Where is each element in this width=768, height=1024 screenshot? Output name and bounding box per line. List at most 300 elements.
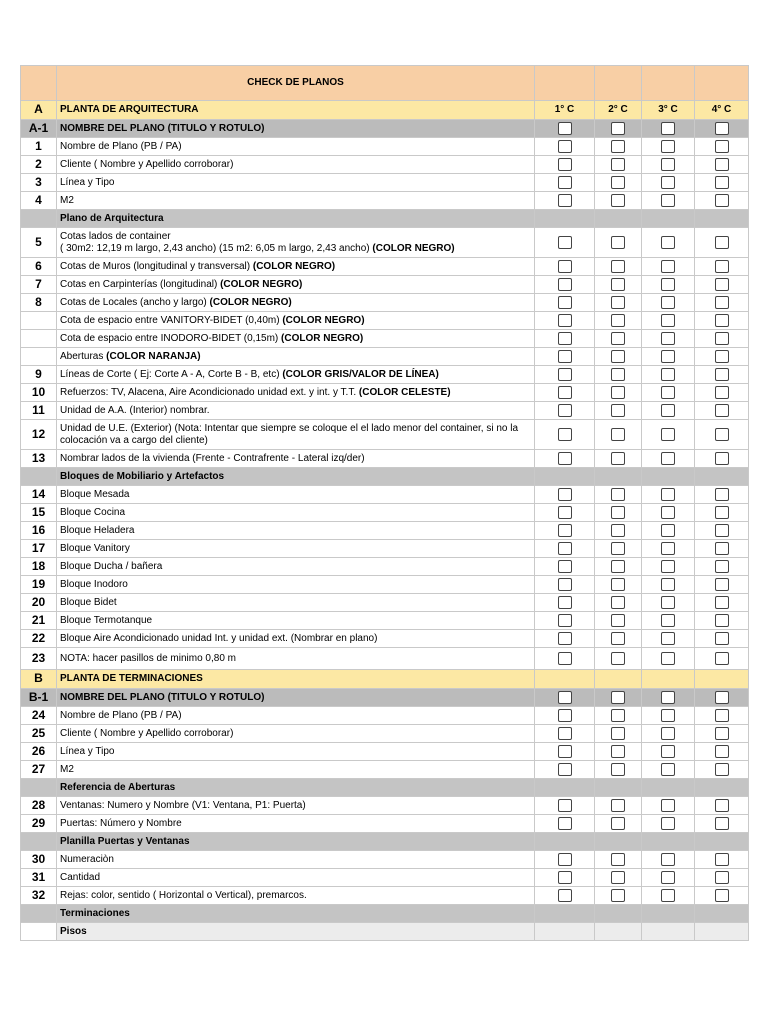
checkbox-cell bbox=[535, 276, 595, 294]
row-label bbox=[57, 540, 535, 558]
checkbox[interactable] bbox=[611, 506, 625, 519]
empty-cell bbox=[642, 923, 695, 941]
checkbox[interactable] bbox=[558, 871, 572, 884]
header-empty-cell bbox=[595, 66, 642, 101]
checkbox-cell bbox=[535, 348, 595, 366]
checkbox[interactable] bbox=[661, 506, 675, 519]
header-empty-cell bbox=[535, 66, 595, 101]
checkbox[interactable] bbox=[715, 260, 729, 273]
checkbox[interactable] bbox=[611, 632, 625, 645]
checkbox[interactable] bbox=[715, 278, 729, 291]
checkbox[interactable] bbox=[558, 260, 572, 273]
row-label-text: Unidad de A.A. (Interior) nombrar. bbox=[60, 404, 210, 416]
row-label bbox=[57, 743, 535, 761]
checkbox[interactable] bbox=[715, 404, 729, 417]
row-number-text: 5 bbox=[35, 234, 42, 249]
checkbox[interactable] bbox=[661, 386, 675, 399]
checkbox[interactable] bbox=[558, 488, 572, 501]
checkbox[interactable] bbox=[558, 176, 572, 189]
checkbox-cell bbox=[695, 707, 749, 725]
row-number bbox=[21, 450, 57, 468]
checkbox[interactable] bbox=[715, 314, 729, 327]
row-number bbox=[21, 366, 57, 384]
checkbox[interactable] bbox=[558, 386, 572, 399]
checkbox[interactable] bbox=[715, 350, 729, 363]
checkbox[interactable] bbox=[715, 122, 729, 135]
table-row bbox=[21, 294, 749, 312]
checkbox[interactable] bbox=[715, 296, 729, 309]
empty-cell bbox=[642, 905, 695, 923]
checkbox[interactable] bbox=[611, 122, 625, 135]
row-label-text: PLANTA DE TERMINACIONES bbox=[60, 673, 203, 685]
checkbox[interactable] bbox=[661, 350, 675, 363]
checkbox[interactable] bbox=[661, 560, 675, 573]
checkbox-cell bbox=[642, 707, 695, 725]
checkbox-cell bbox=[642, 384, 695, 402]
checkbox[interactable] bbox=[558, 452, 572, 465]
table-row bbox=[21, 522, 749, 540]
checkbox-cell bbox=[595, 743, 642, 761]
column-header bbox=[535, 101, 595, 120]
checkbox[interactable] bbox=[558, 817, 572, 830]
checkbox[interactable] bbox=[661, 763, 675, 776]
checkbox[interactable] bbox=[611, 236, 625, 249]
row-number bbox=[21, 120, 57, 138]
checkbox[interactable] bbox=[611, 158, 625, 171]
row-number-text: 9 bbox=[35, 366, 42, 381]
row-label-text: Línea y Tipo bbox=[60, 745, 115, 757]
row-number-text: 3 bbox=[35, 174, 42, 189]
checkbox-cell bbox=[595, 294, 642, 312]
checkbox[interactable] bbox=[715, 194, 729, 207]
checkbox-cell bbox=[535, 312, 595, 330]
row-label-text: Cotas de Muros (longitudinal y transversal) bbox=[60, 260, 251, 272]
table-row bbox=[21, 402, 749, 420]
checkbox[interactable] bbox=[661, 158, 675, 171]
checkbox[interactable] bbox=[661, 614, 675, 627]
checkbox-cell bbox=[695, 576, 749, 594]
checkbox[interactable] bbox=[661, 428, 675, 441]
table-row bbox=[21, 348, 749, 366]
checkbox[interactable] bbox=[611, 817, 625, 830]
checkbox[interactable] bbox=[661, 691, 675, 704]
checkbox[interactable] bbox=[661, 368, 675, 381]
checkbox[interactable] bbox=[661, 817, 675, 830]
checkbox[interactable] bbox=[715, 691, 729, 704]
checkbox-cell bbox=[595, 276, 642, 294]
checkbox[interactable] bbox=[558, 506, 572, 519]
checkbox[interactable] bbox=[558, 368, 572, 381]
checkbox[interactable] bbox=[611, 853, 625, 866]
table-row bbox=[21, 330, 749, 348]
checkbox[interactable] bbox=[611, 140, 625, 153]
row-number bbox=[21, 276, 57, 294]
table-row bbox=[21, 612, 749, 630]
checkbox[interactable] bbox=[558, 278, 572, 291]
checkbox-cell bbox=[535, 815, 595, 833]
checkbox[interactable] bbox=[611, 296, 625, 309]
checkbox[interactable] bbox=[661, 236, 675, 249]
row-number-text: 11 bbox=[32, 402, 45, 417]
row-number-text: 23 bbox=[31, 650, 46, 665]
checkbox-cell bbox=[595, 366, 642, 384]
row-label bbox=[57, 312, 535, 330]
checkbox[interactable] bbox=[661, 296, 675, 309]
row-label-text: NOMBRE DEL PLANO (TITULO Y ROTULO) bbox=[60, 122, 265, 134]
checkbox[interactable] bbox=[715, 889, 729, 902]
checkbox-cell bbox=[642, 630, 695, 648]
checkbox-cell bbox=[695, 192, 749, 210]
empty-cell bbox=[642, 779, 695, 797]
checkbox[interactable] bbox=[661, 578, 675, 591]
checkbox[interactable] bbox=[558, 799, 572, 812]
checkbox-cell bbox=[595, 761, 642, 779]
checkbox[interactable] bbox=[558, 853, 572, 866]
checkbox[interactable] bbox=[715, 452, 729, 465]
checkbox[interactable] bbox=[558, 314, 572, 327]
page-title bbox=[57, 66, 535, 101]
row-number bbox=[21, 294, 57, 312]
checkbox-cell bbox=[695, 402, 749, 420]
checkbox-cell bbox=[595, 797, 642, 815]
checkbox[interactable] bbox=[611, 578, 625, 591]
empty-cell bbox=[595, 210, 642, 228]
table-row bbox=[21, 869, 749, 887]
row-number-text: B bbox=[34, 671, 43, 686]
row-number-text: 18 bbox=[31, 558, 46, 573]
checkbox-cell bbox=[642, 312, 695, 330]
checkbox[interactable] bbox=[661, 745, 675, 758]
empty-cell bbox=[642, 468, 695, 486]
row-label bbox=[57, 156, 535, 174]
checkbox-cell bbox=[642, 450, 695, 468]
checkbox[interactable] bbox=[661, 488, 675, 501]
row-label-text: Nombrar lados de la vivienda (Frente - Contrafrente - Lateral izq/der) bbox=[60, 452, 365, 464]
checkbox[interactable] bbox=[611, 194, 625, 207]
checkbox-cell bbox=[695, 156, 749, 174]
checkbox[interactable] bbox=[558, 542, 572, 555]
checkbox[interactable] bbox=[558, 596, 572, 609]
checkbox[interactable] bbox=[661, 871, 675, 884]
sub-row bbox=[21, 689, 749, 707]
checkbox[interactable] bbox=[661, 632, 675, 645]
checkbox[interactable] bbox=[715, 727, 729, 740]
row-number-text: 29 bbox=[31, 815, 46, 830]
checkbox-cell bbox=[595, 815, 642, 833]
checkbox[interactable] bbox=[715, 614, 729, 627]
checkbox[interactable] bbox=[715, 332, 729, 345]
checkbox[interactable] bbox=[558, 428, 572, 441]
checkbox[interactable] bbox=[661, 314, 675, 327]
checkbox-cell bbox=[535, 294, 595, 312]
row-label bbox=[57, 851, 535, 869]
row-label bbox=[57, 594, 535, 612]
row-number-text: 1 bbox=[35, 138, 42, 153]
checkbox-cell bbox=[595, 594, 642, 612]
checkbox-cell bbox=[642, 689, 695, 707]
row-number-text: 15 bbox=[31, 504, 46, 519]
checkbox-cell bbox=[642, 594, 695, 612]
row-label bbox=[57, 276, 535, 294]
row-number bbox=[21, 923, 57, 941]
row-label bbox=[57, 725, 535, 743]
table-row bbox=[21, 228, 749, 258]
checkbox-cell bbox=[595, 522, 642, 540]
row-number-text: 7 bbox=[35, 276, 42, 291]
checkbox-cell bbox=[642, 504, 695, 522]
checkbox[interactable] bbox=[611, 691, 625, 704]
checkbox-cell bbox=[695, 612, 749, 630]
row-number bbox=[21, 420, 57, 450]
row-number-text: 26 bbox=[31, 743, 46, 758]
checkbox[interactable] bbox=[611, 488, 625, 501]
row-label-text: Puertas: Número y Nombre bbox=[60, 817, 182, 829]
checkbox[interactable] bbox=[558, 709, 572, 722]
checkbox[interactable] bbox=[661, 596, 675, 609]
group-row bbox=[21, 833, 749, 851]
checkbox[interactable] bbox=[715, 596, 729, 609]
checkbox[interactable] bbox=[611, 404, 625, 417]
row-label bbox=[57, 330, 535, 348]
checkbox-cell bbox=[595, 330, 642, 348]
checkbox[interactable] bbox=[715, 368, 729, 381]
checkbox[interactable] bbox=[715, 176, 729, 189]
checkbox-cell bbox=[695, 138, 749, 156]
checkbox[interactable] bbox=[558, 727, 572, 740]
page-title-text: CHECK DE PLANOS bbox=[247, 77, 344, 89]
checkbox[interactable] bbox=[611, 763, 625, 776]
checkbox[interactable] bbox=[715, 488, 729, 501]
checkbox-cell bbox=[695, 743, 749, 761]
row-number bbox=[21, 815, 57, 833]
checkbox[interactable] bbox=[558, 691, 572, 704]
row-label-text: Cotas lados de container bbox=[60, 231, 171, 242]
checkbox[interactable] bbox=[661, 176, 675, 189]
checkbox[interactable] bbox=[558, 632, 572, 645]
checkbox[interactable] bbox=[558, 560, 572, 573]
checkbox[interactable] bbox=[715, 799, 729, 812]
row-number-text: 8 bbox=[35, 294, 42, 309]
checkbox[interactable] bbox=[558, 296, 572, 309]
checkbox[interactable] bbox=[611, 332, 625, 345]
checkbox[interactable] bbox=[611, 386, 625, 399]
checkbox[interactable] bbox=[611, 368, 625, 381]
checkbox[interactable] bbox=[715, 428, 729, 441]
empty-cell bbox=[535, 468, 595, 486]
table-row bbox=[21, 504, 749, 522]
checkbox-cell bbox=[642, 330, 695, 348]
checkbox[interactable] bbox=[661, 524, 675, 537]
checkbox[interactable] bbox=[715, 632, 729, 645]
checkbox-cell bbox=[695, 594, 749, 612]
row-label-emphasis: (COLOR NEGRO) bbox=[250, 260, 336, 272]
checkbox[interactable] bbox=[611, 314, 625, 327]
checkbox-cell bbox=[695, 648, 749, 670]
checkbox-cell bbox=[642, 156, 695, 174]
checkbox[interactable] bbox=[611, 278, 625, 291]
checkbox[interactable] bbox=[611, 452, 625, 465]
checkbox[interactable] bbox=[661, 452, 675, 465]
table-row bbox=[21, 594, 749, 612]
row-label bbox=[57, 576, 535, 594]
checkbox[interactable] bbox=[715, 652, 729, 665]
column-header bbox=[642, 101, 695, 120]
group-row bbox=[21, 779, 749, 797]
row-number bbox=[21, 156, 57, 174]
table-row bbox=[21, 815, 749, 833]
checkbox[interactable] bbox=[715, 524, 729, 537]
checkbox[interactable] bbox=[611, 524, 625, 537]
checkbox[interactable] bbox=[611, 745, 625, 758]
checkbox-cell bbox=[695, 761, 749, 779]
checkbox[interactable] bbox=[611, 428, 625, 441]
row-label-text: Cota de espacio entre INODORO-BIDET (0,15m) bbox=[60, 332, 279, 344]
empty-cell bbox=[642, 833, 695, 851]
checkbox[interactable] bbox=[611, 871, 625, 884]
checkbox[interactable] bbox=[611, 799, 625, 812]
row-number bbox=[21, 648, 57, 670]
checkbox[interactable] bbox=[611, 260, 625, 273]
checkbox-cell bbox=[535, 156, 595, 174]
checkbox-cell bbox=[695, 366, 749, 384]
checkbox[interactable] bbox=[558, 614, 572, 627]
row-number bbox=[21, 348, 57, 366]
checkbox[interactable] bbox=[558, 763, 572, 776]
checkbox[interactable] bbox=[661, 853, 675, 866]
checkbox-cell bbox=[642, 540, 695, 558]
checkbox-cell bbox=[695, 450, 749, 468]
row-label-emphasis: (COLOR NARANJA) bbox=[103, 350, 201, 362]
checkbox-cell bbox=[642, 725, 695, 743]
checkbox-cell bbox=[642, 402, 695, 420]
checkbox-cell bbox=[595, 630, 642, 648]
row-label-text: Bloque Termotanque bbox=[60, 614, 153, 626]
checkbox-cell bbox=[695, 504, 749, 522]
row-label-text: Líneas de Corte ( Ej: Corte A - A, Corte B - B, etc) bbox=[60, 368, 280, 380]
table-row bbox=[21, 312, 749, 330]
checkbox-cell bbox=[595, 540, 642, 558]
checkbox[interactable] bbox=[611, 560, 625, 573]
checkbox[interactable] bbox=[715, 140, 729, 153]
checkbox[interactable] bbox=[611, 614, 625, 627]
checkbox-cell bbox=[535, 689, 595, 707]
checkbox[interactable] bbox=[715, 709, 729, 722]
checkbox[interactable] bbox=[611, 542, 625, 555]
row-label bbox=[57, 648, 535, 670]
row-number-text: 20 bbox=[31, 594, 46, 609]
checkbox[interactable] bbox=[715, 542, 729, 555]
checkbox[interactable] bbox=[661, 799, 675, 812]
row-label bbox=[57, 174, 535, 192]
empty-cell bbox=[535, 670, 595, 689]
row-number bbox=[21, 761, 57, 779]
checkbox[interactable] bbox=[558, 404, 572, 417]
checkbox[interactable] bbox=[715, 578, 729, 591]
row-number-text: 13 bbox=[31, 450, 46, 465]
checkbox[interactable] bbox=[611, 652, 625, 665]
checkbox[interactable] bbox=[661, 194, 675, 207]
checkbox[interactable] bbox=[611, 889, 625, 902]
checkbox[interactable] bbox=[661, 709, 675, 722]
checkbox[interactable] bbox=[661, 122, 675, 135]
checkbox-cell bbox=[595, 648, 642, 670]
checkbox[interactable] bbox=[558, 350, 572, 363]
checkbox[interactable] bbox=[611, 350, 625, 363]
checkbox[interactable] bbox=[611, 727, 625, 740]
checkbox[interactable] bbox=[558, 524, 572, 537]
checkbox[interactable] bbox=[558, 652, 572, 665]
checkbox[interactable] bbox=[661, 140, 675, 153]
checkbox[interactable] bbox=[715, 853, 729, 866]
checkbox[interactable] bbox=[558, 122, 572, 135]
row-label-text: Terminaciones bbox=[60, 907, 130, 919]
checkbox[interactable] bbox=[661, 889, 675, 902]
checkbox[interactable] bbox=[558, 236, 572, 249]
checkbox-cell bbox=[642, 348, 695, 366]
checkbox-cell bbox=[642, 258, 695, 276]
checkbox[interactable] bbox=[715, 817, 729, 830]
checkbox-cell bbox=[535, 420, 595, 450]
checkbox[interactable] bbox=[661, 727, 675, 740]
checkbox-cell bbox=[642, 869, 695, 887]
checkbox[interactable] bbox=[558, 158, 572, 171]
checkbox[interactable] bbox=[558, 194, 572, 207]
empty-cell bbox=[695, 670, 749, 689]
checkbox-cell bbox=[695, 420, 749, 450]
checkbox[interactable] bbox=[661, 332, 675, 345]
checkbox-cell bbox=[642, 276, 695, 294]
row-number-text: 2 bbox=[35, 156, 42, 171]
checkbox[interactable] bbox=[715, 763, 729, 776]
checkbox[interactable] bbox=[715, 236, 729, 249]
checkbox[interactable] bbox=[715, 871, 729, 884]
checkbox-cell bbox=[535, 612, 595, 630]
checkbox[interactable] bbox=[661, 542, 675, 555]
empty-cell bbox=[642, 670, 695, 689]
checkbox-cell bbox=[595, 420, 642, 450]
checkbox-cell bbox=[642, 612, 695, 630]
checkbox-cell bbox=[642, 522, 695, 540]
checkbox[interactable] bbox=[558, 745, 572, 758]
row-number bbox=[21, 576, 57, 594]
row-label-text: Bloque Bidet bbox=[60, 596, 117, 608]
checkbox[interactable] bbox=[661, 278, 675, 291]
checkbox[interactable] bbox=[661, 260, 675, 273]
checkbox[interactable] bbox=[558, 578, 572, 591]
checkbox[interactable] bbox=[611, 596, 625, 609]
checkbox[interactable] bbox=[715, 506, 729, 519]
checkbox[interactable] bbox=[715, 386, 729, 399]
table-row bbox=[21, 420, 749, 450]
checkbox-cell bbox=[595, 192, 642, 210]
checkbox[interactable] bbox=[558, 332, 572, 345]
checkbox[interactable] bbox=[661, 404, 675, 417]
row-label-text: PLANTA DE ARQUITECTURA bbox=[60, 104, 199, 116]
checkbox[interactable] bbox=[611, 176, 625, 189]
checkbox[interactable] bbox=[715, 158, 729, 171]
checkbox[interactable] bbox=[611, 709, 625, 722]
checkbox-cell bbox=[535, 648, 595, 670]
row-label bbox=[57, 887, 535, 905]
checkbox[interactable] bbox=[715, 560, 729, 573]
checkbox[interactable] bbox=[661, 652, 675, 665]
checkbox-cell bbox=[695, 887, 749, 905]
checkbox[interactable] bbox=[558, 889, 572, 902]
checkbox-cell bbox=[595, 174, 642, 192]
checkbox-cell bbox=[595, 612, 642, 630]
checkbox[interactable] bbox=[715, 745, 729, 758]
checkbox[interactable] bbox=[558, 140, 572, 153]
